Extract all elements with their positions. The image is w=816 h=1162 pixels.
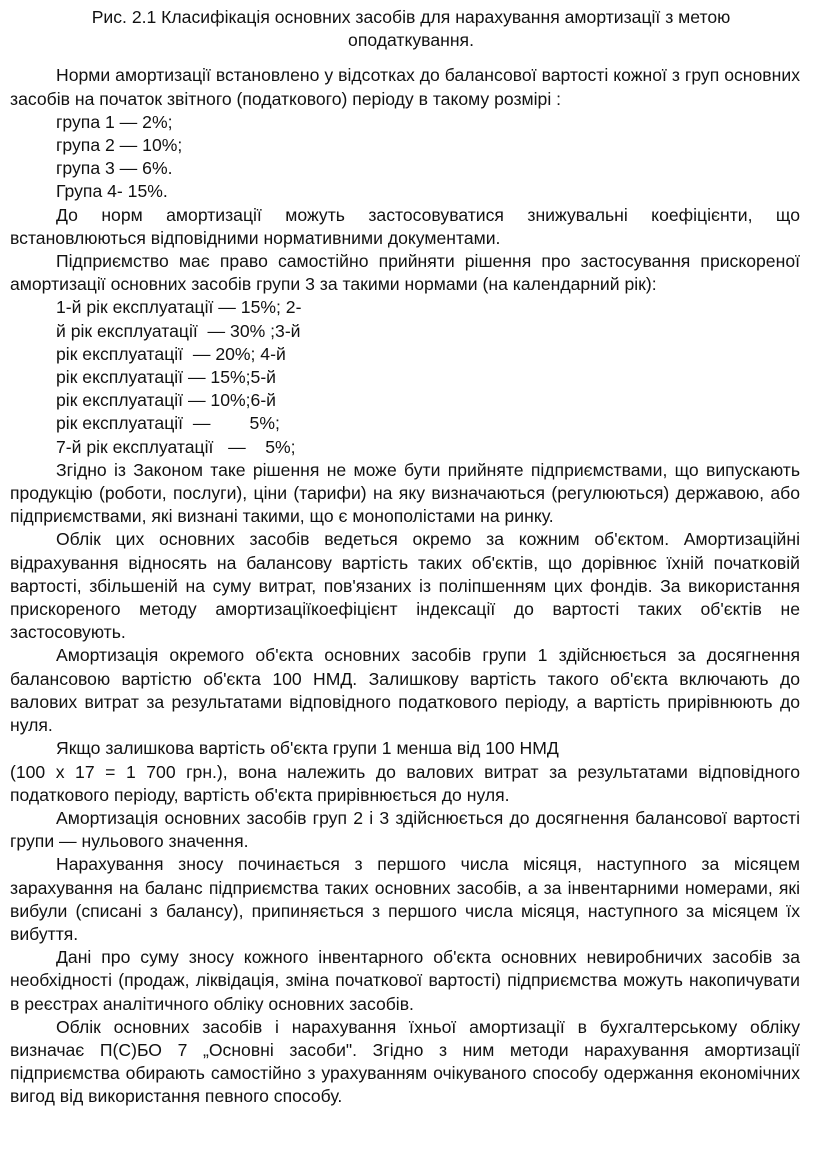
paragraph-standard: Облік основних засобів і нарахування їхньої амортизації в бухгалтерському обліку визначає П(С)БО 7 „Основні засоби". Згідно з ним методи нарахування амортизації підприємства обирають самостійно з урахуванням очікуваного способу одержання економічних вигод від використання певного способу. [10, 1016, 800, 1107]
yearly-rate-line: рік експлуатації — 5%; [56, 413, 280, 434]
yearly-rate-line: рік експлуатації — 15%;5-й [56, 367, 277, 388]
group-rate-item: група 1 — 2%; [56, 111, 173, 132]
paragraph-accounting: Облік цих основних засобів ведеться окремо за кожним об'єктом. Амортизаційні відрахування відносять на балансову вартість таких об'єктів, що дорівнює їхній початковій вартості, збільшеній на суму витрат, пов'язаних із поліпшенням цих фондів. За використання прискореного методу амортизаціїкоефіцієнт індексації до вартості таких об'єктів не застосовують. [10, 529, 800, 643]
paragraph-coefficients: До норм амортизації можуть застосовуватися знижувальні коефіцієнти, що встановлюються відповідними нормативними документами. [10, 204, 800, 248]
paragraph-residual-rest: (100 х 17 = 1 700 грн.), вона належить до валових витрат за результатами відповідного податкового періоду, вартість об'єкта прирівнюється до нуля. [10, 761, 800, 805]
paragraph-group1: Амортизація окремого об'єкта основних засобів групи 1 здійснюється за досягнення балансовою вартістю об'єкта 100 НМД. Залишкову вартість такого об'єкта включають до валових витрат за результатами відповідного податкового періоду, а вартість прирівнюють до нуля. [10, 645, 800, 736]
yearly-rate-line: 7-й рік експлуатації — 5%; [56, 436, 296, 457]
paragraph-residual-first-line: Якщо залишкова вартість об'єкта групи 1 менша від 100 НМД [56, 738, 559, 759]
group-rates-list [10, 111, 800, 204]
yearly-rate-line: й рік експлуатації — 30% ;3-й [56, 320, 301, 341]
group-rate-item: група 3 — 6%. [56, 158, 173, 179]
figure-caption: Рис. 2.1 Класифікація основних засобів для нарахування амортизації з метою оподаткування. [91, 7, 731, 51]
paragraph-residual [10, 737, 800, 807]
paragraph-norms: Норми амортизації встановлено у відсотках до балансової вартості кожної з груп основних засобів на початок звітного (податкового) періоду в такому розмірі : [10, 65, 800, 109]
paragraph-depreciation-start: Нарахування зносу починається з першого числа місяця, наступного за місяцем зарахування на баланс підприємства таких основних засобів, а за інвентарними номерами, які вибули (списані з балансу), припиняється з першого числа місяця, наступного за місяцем їх вибуття. [10, 854, 800, 944]
group-rate-item: Група 4- 15%. [56, 181, 168, 202]
paragraph-accelerated: Підприємство має право самостійно прийняти рішення про застосування прискореної амортизації основних засобів групи 3 за такими нормами (на календарний рік): [10, 251, 800, 295]
yearly-rates-list [10, 296, 800, 458]
yearly-rate-line: рік експлуатації — 20%; 4-й [56, 343, 286, 364]
group-rate-item: група 2 — 10%; [56, 135, 183, 156]
yearly-rate-line: 1-й рік експлуатації — 15%; 2- [56, 297, 302, 318]
yearly-rate-line: рік експлуатації — 10%;6-й [56, 390, 277, 411]
paragraph-law: Згідно із Законом таке рішення не може бути прийняте підприємствами, що випускають продукцію (роботи, послуги), ціни (тарифи) на яку визначаються (регулюються) державою, або підприємствами, які визнані такими, що є монополістами на ринку. [10, 459, 800, 527]
paragraph-groups-2-3: Амортизація основних засобів груп 2 і 3 здійснюється до досягнення балансової вартості групи — нульового значення. [10, 807, 800, 852]
paragraph-registers: Дані про суму зносу кожного інвентарного об'єкта основних невиробничих засобів за необхідності (продаж, ліквідація, зміна початкової вартості) підприємства можуть накопичувати в реєстрах аналітичного обліку основних засобів. [10, 947, 800, 1014]
